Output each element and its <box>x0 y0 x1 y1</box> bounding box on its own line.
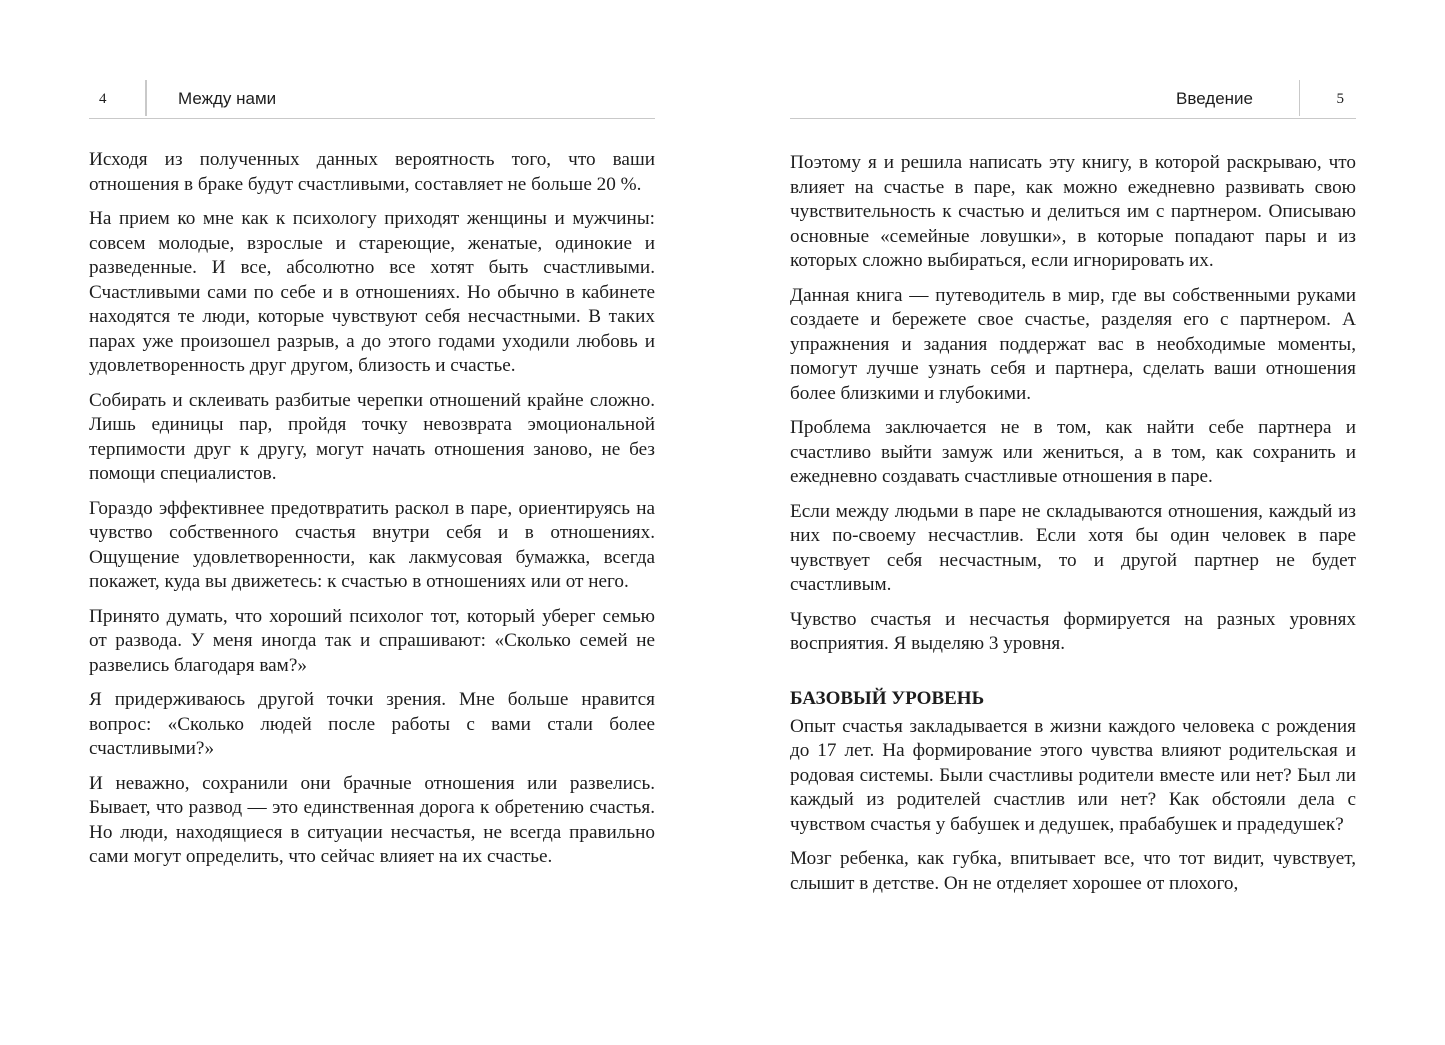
left-running-header <box>89 78 655 119</box>
paragraph: Опыт счастья закладывается в жизни каждого человека с рождения до 17 лет. На формирование этого чувства влияют родительская и родовая системы. Были счастливы родители вместе или нет? Был ли каждый из родителей счастлив или нет? Как обстояли дела с чувством счастья у бабушек и дедушек, прабабушек и прадедушек? <box>790 715 1356 835</box>
right-running-header <box>790 78 1356 119</box>
header-divider <box>1299 80 1301 116</box>
right-page-number: 5 <box>1336 91 1344 107</box>
paragraph: Поэтому я и решила написать эту книгу, в которой раскрываю, что влияет на счастье в паре, как можно ежедневно развивать свою чувствительность к счастью и делиться им с партнером. Описываю основные «семейные ловушки», в которые попадают пары и из которых сложно выбираться, если игнорировать их. <box>790 152 1356 271</box>
paragraph: Исходя из полученных данных вероятность того, что ваши отношения в браке будут счастливыми, составляет не больше 20 %. <box>89 149 655 195</box>
paragraph: Гораздо эффективнее предотвратить раскол в паре, ориентируясь на чувство собственного счастья внутри себя и в отношениях. Ощущение удовлетворенности, как лакмусовая бумажка, всегда покажет, куда вы движетесь: к счастью в отношениях или от него. <box>89 497 655 592</box>
header-divider <box>145 80 147 116</box>
paragraph: Принято думать, что хороший психолог тот, который уберег семью от развода. У меня иногда так и спрашивают: «Сколько семей не развелись благодаря вам?» <box>89 605 655 676</box>
paragraph: Я придерживаюсь другой точки зрения. Мне больше нравится вопрос: «Сколько людей после работы с вами стали более счастливыми?» <box>89 689 655 759</box>
left-page-body <box>89 148 655 880</box>
left-page-number: 4 <box>99 91 107 107</box>
paragraph: Мозг ребенка, как губка, впитывает все, что тот видит, чувствует, слышит в детстве. Он не отделяет хорошее от плохого, <box>790 848 1356 894</box>
paragraph: Чувство счастья и несчастья формируется на разных уровнях восприятия. Я выделяю 3 уровня. <box>790 608 1356 654</box>
right-page-body <box>790 151 1356 906</box>
left-running-title: Между нами <box>178 89 277 108</box>
paragraph: Если между людьми в паре не складываются отношения, каждый из них по-своему несчастлив. Если хотя бы один человек в паре чувствует себя несчастным, то и другой партнер не будет счастливым. <box>790 500 1356 595</box>
paragraph: Данная книга — путеводитель в мир, где вы собственными руками создаете и бережете свое счастье, разделяя его с партнером. А упражнения и задания поддержат вас в необходимые моменты, помогут лучше узнать себя и партнера, сделать ваши отношения более близкими и глубокими. <box>790 284 1356 404</box>
right-page <box>790 0 1356 1045</box>
paragraph: Проблема заключается не в том, как найти себе партнера и счастливо выйти замуж или жениться, а в том, как сохранить и ежедневно создавать счастливые отношения в паре. <box>790 417 1356 487</box>
section-heading: БАЗОВЫЙ УРОВЕНЬ <box>790 687 985 709</box>
right-running-title: Введение <box>1176 89 1253 108</box>
paragraph: И неважно, сохранили они брачные отношения или развелись. Бывает, что развод — это единственная дорога к обретению счастья. Но люди, находящиеся в ситуации несчастья, не всегда правильно сами могут определить, что сейчас влияет на их счастье. <box>89 772 655 867</box>
paragraph: Собирать и склеивать разбитые черепки отношений крайне сложно. Лишь единицы пар, пройдя точку невозврата эмоциональной терпимости друг к другу, могут начать отношения заново, не без помощи специалистов. <box>89 389 655 484</box>
left-page <box>89 0 655 1045</box>
paragraph: На прием ко мне как к психологу приходят женщины и мужчины: совсем молодые, взрослые и стареющие, женатые, одинокие и разведенные. И все, абсолютно все хотят быть счастливыми. Счастливыми сами по себе и в отношениях. Но обычно в кабинете находятся те люди, которые чувствуют себя несчастными. В таких парах уже произошел разрыв, а до этого годами уходили любовь и удовлетворенность друг другом, близость и счастье. <box>89 208 655 376</box>
